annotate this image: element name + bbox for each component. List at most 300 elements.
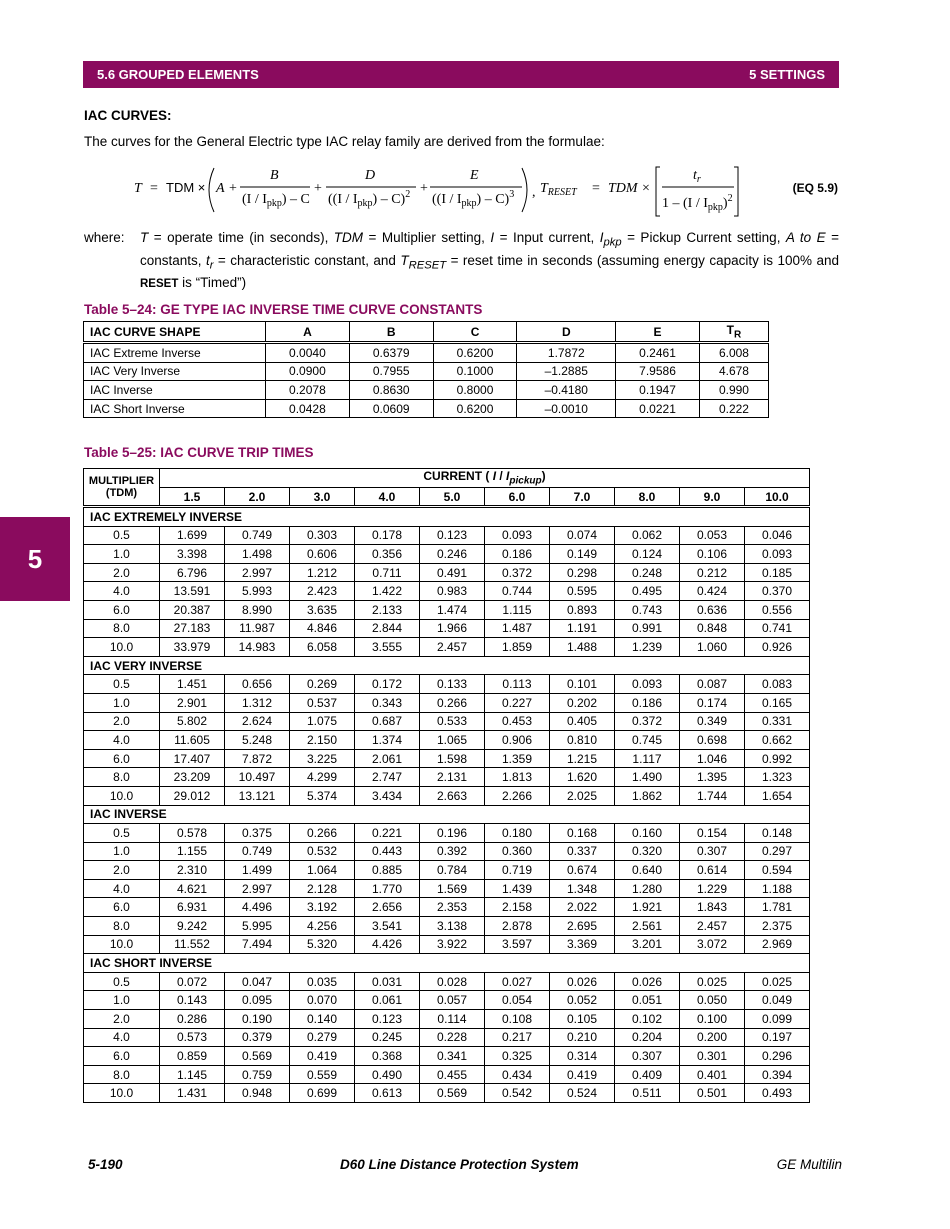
table-cell: 0.848 (680, 619, 745, 638)
table-cell: 0.8000 (433, 381, 517, 400)
table-cell: 0.2078 (266, 381, 350, 400)
table-cell: 0.052 (550, 991, 615, 1010)
table-cell: 0.6379 (349, 343, 433, 363)
table-cell: 0.298 (550, 563, 615, 582)
table-cell: 0.636 (680, 600, 745, 619)
table-cell: 1.065 (420, 731, 485, 750)
table-cell: 8.0 (84, 768, 160, 787)
table-cell: 1.280 (615, 879, 680, 898)
table-cell: 0.491 (420, 563, 485, 582)
table-cell: 4.426 (355, 935, 420, 954)
table-cell: 0.095 (225, 991, 290, 1010)
table-cell: 0.114 (420, 1010, 485, 1029)
table-cell: 0.297 (745, 842, 810, 861)
table-cell: 0.061 (355, 991, 420, 1010)
chapter-tab: 5 (0, 517, 70, 601)
table-cell: 6.0 (84, 898, 160, 917)
table-row (84, 693, 810, 712)
table-cell: 7.872 (225, 749, 290, 768)
table-cell: 0.656 (225, 675, 290, 694)
footer-page-number: 5-190 (88, 1157, 123, 1172)
table-cell: 1.191 (550, 619, 615, 638)
table-row (84, 675, 810, 694)
table-cell: 0.455 (420, 1065, 485, 1084)
table-cell: 0.331 (745, 712, 810, 731)
table-row (84, 731, 810, 750)
table-cell: 0.749 (225, 526, 290, 545)
constants-header-3: C (433, 322, 517, 343)
table-cell: 0.699 (290, 1084, 355, 1103)
header-section: 5.6 GROUPED ELEMENTS (97, 67, 259, 82)
current-col-header: 3.0 (290, 488, 355, 507)
multiplier-header: MULTIPLIER (TDM) (84, 469, 160, 507)
svg-text:×: × (642, 181, 650, 196)
table-cell: 0.573 (160, 1028, 225, 1047)
table-cell: 1.439 (485, 879, 550, 898)
table-row (84, 563, 810, 582)
table-cell: 1.699 (160, 526, 225, 545)
table-cell: 0.511 (615, 1084, 680, 1103)
table-cell: 1.374 (355, 731, 420, 750)
table-cell: 1.064 (290, 861, 355, 880)
formula (130, 160, 840, 220)
table-cell: 0.026 (550, 972, 615, 991)
table-cell: 0.337 (550, 842, 615, 861)
table-cell: 3.555 (355, 638, 420, 657)
table-cell: 0.595 (550, 582, 615, 601)
svg-text:((I / Ipkp) – C)2: $((I / I_{pkp}) - C)^2$ (328, 189, 411, 209)
table-cell: 10.497 (225, 768, 290, 787)
svg-text:+: + (314, 181, 322, 196)
table-cell: IAC Inverse (84, 381, 266, 400)
table-row (84, 582, 810, 601)
table-cell: 6.931 (160, 898, 225, 917)
table-row (84, 768, 810, 787)
table-cell: 0.749 (225, 842, 290, 861)
table-cell: 7.9586 (616, 362, 700, 381)
table-cell: 2.158 (485, 898, 550, 917)
table-cell: 2.0 (84, 563, 160, 582)
table-cell: 0.049 (745, 991, 810, 1010)
table-cell: 1.422 (355, 582, 420, 601)
table-cell: –1.2885 (517, 362, 616, 381)
table-cell: 0.101 (550, 675, 615, 694)
table-cell: 0.759 (225, 1065, 290, 1084)
table-cell: 0.5 (84, 824, 160, 843)
table-cell: 0.266 (290, 824, 355, 843)
table-cell: 3.201 (615, 935, 680, 954)
constants-header-tr: T (726, 322, 735, 337)
table-cell: 13.121 (225, 786, 290, 805)
table-cell: 0.072 (160, 972, 225, 991)
table-cell: 5.802 (160, 712, 225, 731)
table-cell: 6.0 (84, 749, 160, 768)
table-cell: 4.256 (290, 917, 355, 936)
current-col-header: 8.0 (615, 488, 680, 507)
table-cell: 0.108 (485, 1010, 550, 1029)
table-cell: 0.286 (160, 1010, 225, 1029)
table-cell: 1.7872 (517, 343, 616, 363)
svg-text:TDM ×: TDM × (166, 180, 206, 195)
table-row (84, 991, 810, 1010)
table-cell: 1.490 (615, 768, 680, 787)
table-cell: 0.495 (615, 582, 680, 601)
table-cell: 0.711 (355, 563, 420, 582)
table-cell: 0.221 (355, 824, 420, 843)
table-cell: 1.966 (420, 619, 485, 638)
table-cell: 2.266 (485, 786, 550, 805)
table-cell: 0.906 (485, 731, 550, 750)
table-cell: 0.047 (225, 972, 290, 991)
table-cell: 0.174 (680, 693, 745, 712)
table-cell: 0.269 (290, 675, 355, 694)
table-cell: 0.307 (615, 1047, 680, 1066)
table-cell: 1.0 (84, 842, 160, 861)
table-cell: 0.093 (615, 675, 680, 694)
table-cell: 0.948 (225, 1084, 290, 1103)
table-cell: 0.027 (485, 972, 550, 991)
equation-label: (EQ 5.9) (792, 181, 838, 195)
table-cell: 1.046 (680, 749, 745, 768)
table-cell: 4.0 (84, 1028, 160, 1047)
table-cell: 0.375 (225, 824, 290, 843)
table-cell: 2.457 (680, 917, 745, 936)
table-cell: 0.990 (699, 381, 768, 400)
table-cell: 0.674 (550, 861, 615, 880)
table-cell: 0.106 (680, 545, 745, 564)
table-cell: 0.031 (355, 972, 420, 991)
table-cell: 0.123 (355, 1010, 420, 1029)
table-cell: 0.105 (550, 1010, 615, 1029)
table-cell: 0.784 (420, 861, 485, 880)
table-row (84, 861, 810, 880)
table-cell: 0.349 (680, 712, 745, 731)
table-cell: 0.434 (485, 1065, 550, 1084)
table-cell: 2.663 (420, 786, 485, 805)
table-cell: 6.058 (290, 638, 355, 657)
table-cell: 0.180 (485, 824, 550, 843)
current-col-header: 5.0 (420, 488, 485, 507)
table-cell: 1.813 (485, 768, 550, 787)
table-cell: 0.133 (420, 675, 485, 694)
table-row (84, 343, 769, 363)
table-row (84, 842, 810, 861)
table-cell: 2.844 (355, 619, 420, 638)
table-cell: 0.569 (420, 1084, 485, 1103)
table-cell: 7.494 (225, 935, 290, 954)
svg-text:E: E (470, 168, 479, 183)
table-cell: 0.343 (355, 693, 420, 712)
table-cell: 0.093 (485, 526, 550, 545)
svg-text:TDM: TDM (608, 181, 638, 196)
table-row (84, 638, 810, 657)
table-cell: 0.314 (550, 1047, 615, 1066)
footer-company: GE Multilin (776, 1157, 842, 1172)
table-cell: 0.394 (745, 1065, 810, 1084)
table-cell: 2.878 (485, 917, 550, 936)
table-cell: 0.7955 (349, 362, 433, 381)
svg-text:TRESET: $T_{RESET}$ (540, 181, 577, 198)
table-cell: 0.594 (745, 861, 810, 880)
table-cell: 3.369 (550, 935, 615, 954)
constants-header-1: A (266, 322, 350, 343)
table-cell: 1.781 (745, 898, 810, 917)
table-cell: 1.862 (615, 786, 680, 805)
table-cell: 0.419 (290, 1047, 355, 1066)
table-cell: 1.359 (485, 749, 550, 768)
current-col-header: 9.0 (680, 488, 745, 507)
table-cell: 2.656 (355, 898, 420, 917)
svg-text:1 – (I / Ipkp)2: $1 - (I / I_{pkp})^2$ (662, 193, 733, 213)
table-cell: 0.5 (84, 972, 160, 991)
table-row (84, 362, 769, 381)
table-cell: 0.613 (355, 1084, 420, 1103)
table-cell: 0.2461 (616, 343, 700, 363)
where-definitions: T = operate time (in seconds), TDM = Multiplier setting, I = Input current, $I_{pkp}$ = Pickup Current setting, A to E = constants, $t_r$ = characteristic constant, and $T_{RESET}$ = reset time in seconds (assuming energy capacity is 100% and RESET is “Timed”) (140, 230, 839, 291)
table-cell: 0.062 (615, 526, 680, 545)
table-cell: 8.0 (84, 619, 160, 638)
table-cell: 0.379 (225, 1028, 290, 1047)
table-cell: 0.719 (485, 861, 550, 880)
table-cell: 0.303 (290, 526, 355, 545)
table-cell: 2.997 (225, 563, 290, 582)
table-row (84, 712, 810, 731)
section-row (84, 507, 810, 527)
table-cell: 0.368 (355, 1047, 420, 1066)
table-row (84, 1047, 810, 1066)
table-cell: 3.597 (485, 935, 550, 954)
footer-title: D60 Line Distance Protection System (340, 1157, 579, 1172)
table-cell: 1.0 (84, 991, 160, 1010)
svg-text:B: B (270, 168, 279, 183)
table-cell: 2.022 (550, 898, 615, 917)
table-cell: 0.053 (680, 526, 745, 545)
constants-header-4: D (517, 322, 616, 343)
formula-graphic (130, 160, 770, 220)
table-cell: 0.123 (420, 526, 485, 545)
table-cell: 0.926 (745, 638, 810, 657)
table-cell: 2.133 (355, 600, 420, 619)
table-cell: 8.0 (84, 1065, 160, 1084)
table-cell: 0.537 (290, 693, 355, 712)
table-cell: 1.075 (290, 712, 355, 731)
current-header: CURRENT ( I / $I_{pickup}$) (160, 469, 810, 488)
table-cell: 0.100 (680, 1010, 745, 1029)
table-cell: 10.0 (84, 1084, 160, 1103)
table-cell: 17.407 (160, 749, 225, 768)
table-cell: 0.542 (485, 1084, 550, 1103)
table-cell: 11.987 (225, 619, 290, 638)
table-cell: 0.532 (290, 842, 355, 861)
table-row (84, 526, 810, 545)
table-cell: 2.310 (160, 861, 225, 880)
table-cell: 0.810 (550, 731, 615, 750)
table-cell: 0.248 (615, 563, 680, 582)
section-row (84, 656, 810, 675)
svg-text:tr: $t_r$ (693, 168, 701, 185)
table1-caption: Table 5–24: GE TYPE IAC INVERSE TIME CURVE CONSTANTS (84, 302, 483, 317)
table-cell: 0.028 (420, 972, 485, 991)
table-cell: 0.0221 (616, 399, 700, 418)
table-cell: 0.614 (680, 861, 745, 880)
table-row (84, 545, 810, 564)
table-row (84, 749, 810, 768)
table-cell: 13.591 (160, 582, 225, 601)
table-cell: 0.0040 (266, 343, 350, 363)
current-col-header: 10.0 (745, 488, 810, 507)
table-cell: 0.196 (420, 824, 485, 843)
table-cell: 0.185 (745, 563, 810, 582)
where-label: where: (84, 230, 125, 245)
current-col-header: 6.0 (485, 488, 550, 507)
table-cell: 1.117 (615, 749, 680, 768)
current-col-header: 2.0 (225, 488, 290, 507)
table-cell: 0.372 (485, 563, 550, 582)
table-cell: 0.405 (550, 712, 615, 731)
table-cell: 2.375 (745, 917, 810, 936)
table-cell: 20.387 (160, 600, 225, 619)
table-cell: 0.165 (745, 693, 810, 712)
table-cell: 0.698 (680, 731, 745, 750)
table-cell: 0.266 (420, 693, 485, 712)
table-cell: 1.0 (84, 693, 160, 712)
table-cell: 0.578 (160, 824, 225, 843)
table-cell: 0.227 (485, 693, 550, 712)
table-cell: 2.997 (225, 879, 290, 898)
table-cell: 4.496 (225, 898, 290, 917)
table-cell: 8.0 (84, 917, 160, 936)
table-cell: 0.5 (84, 526, 160, 545)
table-cell: 1.499 (225, 861, 290, 880)
table-cell: 0.050 (680, 991, 745, 1010)
table-cell: 2.061 (355, 749, 420, 768)
table-cell: 1.215 (550, 749, 615, 768)
table-cell: 2.624 (225, 712, 290, 731)
table-cell: 1.155 (160, 842, 225, 861)
table-cell: 1.060 (680, 638, 745, 657)
table-cell: IAC Extreme Inverse (84, 343, 266, 363)
table-cell: 1.145 (160, 1065, 225, 1084)
table-cell: 3.138 (420, 917, 485, 936)
table-cell: 0.113 (485, 675, 550, 694)
table-cell: 14.983 (225, 638, 290, 657)
table-cell: 0.341 (420, 1047, 485, 1066)
table-cell: 3.398 (160, 545, 225, 564)
table-cell: 1.620 (550, 768, 615, 787)
table-cell: 0.154 (680, 824, 745, 843)
table-cell: 0.569 (225, 1047, 290, 1066)
svg-text:+: + (420, 181, 428, 196)
table-cell: 1.598 (420, 749, 485, 768)
table-cell: 0.083 (745, 675, 810, 694)
table-cell: 2.561 (615, 917, 680, 936)
table-cell: 1.115 (485, 600, 550, 619)
current-col-header: 1.5 (160, 488, 225, 507)
table-cell: 2.457 (420, 638, 485, 657)
table-cell: 0.212 (680, 563, 745, 582)
table-cell: 1.395 (680, 768, 745, 787)
table-row (84, 600, 810, 619)
table-cell: 0.0428 (266, 399, 350, 418)
table-cell: 1.921 (615, 898, 680, 917)
table-cell: 2.131 (420, 768, 485, 787)
table-cell: 0.168 (550, 824, 615, 843)
table-cell: 4.0 (84, 582, 160, 601)
table-row (84, 619, 810, 638)
table-row (84, 898, 810, 917)
table-cell: 27.183 (160, 619, 225, 638)
table-cell: 1.569 (420, 879, 485, 898)
svg-text:D: D (365, 168, 376, 183)
table-cell: 0.228 (420, 1028, 485, 1047)
table-cell: 1.744 (680, 786, 745, 805)
svg-text:(I / Ipkp) – C: $(I / I_{pkp})$ – C (242, 192, 310, 209)
header-chapter: 5 SETTINGS (749, 67, 825, 82)
constants-table (83, 321, 769, 418)
svg-text:,: , (532, 185, 536, 200)
table-cell: 0.0900 (266, 362, 350, 381)
table-cell: 0.217 (485, 1028, 550, 1047)
table-cell: 1.474 (420, 600, 485, 619)
table-cell: 1.770 (355, 879, 420, 898)
table-cell: 0.143 (160, 991, 225, 1010)
table-cell: 1.188 (745, 879, 810, 898)
section-row (84, 954, 810, 973)
table-cell: 0.025 (745, 972, 810, 991)
table-cell: 0.606 (290, 545, 355, 564)
curve-section-title: IAC VERY INVERSE (84, 656, 810, 675)
table-cell: 0.401 (680, 1065, 745, 1084)
table-cell: 4.299 (290, 768, 355, 787)
where-clause (84, 229, 839, 293)
table-cell: 2.0 (84, 712, 160, 731)
table-cell: 1.859 (485, 638, 550, 657)
table-cell: 0.186 (485, 545, 550, 564)
table-cell: 0.070 (290, 991, 355, 1010)
table-cell: 0.885 (355, 861, 420, 880)
table-cell: 0.5 (84, 675, 160, 694)
table-cell: 29.012 (160, 786, 225, 805)
table-cell: 1.451 (160, 675, 225, 694)
table-row (84, 917, 810, 936)
current-col-header: 7.0 (550, 488, 615, 507)
table-cell: 5.320 (290, 935, 355, 954)
table-cell: 1.843 (680, 898, 745, 917)
table-cell: 6.0 (84, 1047, 160, 1066)
table-cell: 0.687 (355, 712, 420, 731)
table-cell: 0.991 (615, 619, 680, 638)
section-row (84, 805, 810, 824)
table2-caption: Table 5–25: IAC CURVE TRIP TIMES (84, 445, 314, 460)
table-cell: 0.356 (355, 545, 420, 564)
constants-header-2: B (349, 322, 433, 343)
svg-text:+: + (229, 181, 237, 196)
table-row (84, 786, 810, 805)
section-title: IAC CURVES: (84, 108, 172, 123)
table-cell: 2.128 (290, 879, 355, 898)
table-cell: 0.087 (680, 675, 745, 694)
table-row (84, 1028, 810, 1047)
table-cell: 1.431 (160, 1084, 225, 1103)
table-cell: 0.370 (745, 582, 810, 601)
table-cell: 0.409 (615, 1065, 680, 1084)
constants-header-0: IAC CURVE SHAPE (84, 322, 266, 343)
table-cell: 4.0 (84, 879, 160, 898)
table-cell: 0.533 (420, 712, 485, 731)
table-cell: 1.212 (290, 563, 355, 582)
table-cell: 0.279 (290, 1028, 355, 1047)
table-cell: 4.621 (160, 879, 225, 898)
